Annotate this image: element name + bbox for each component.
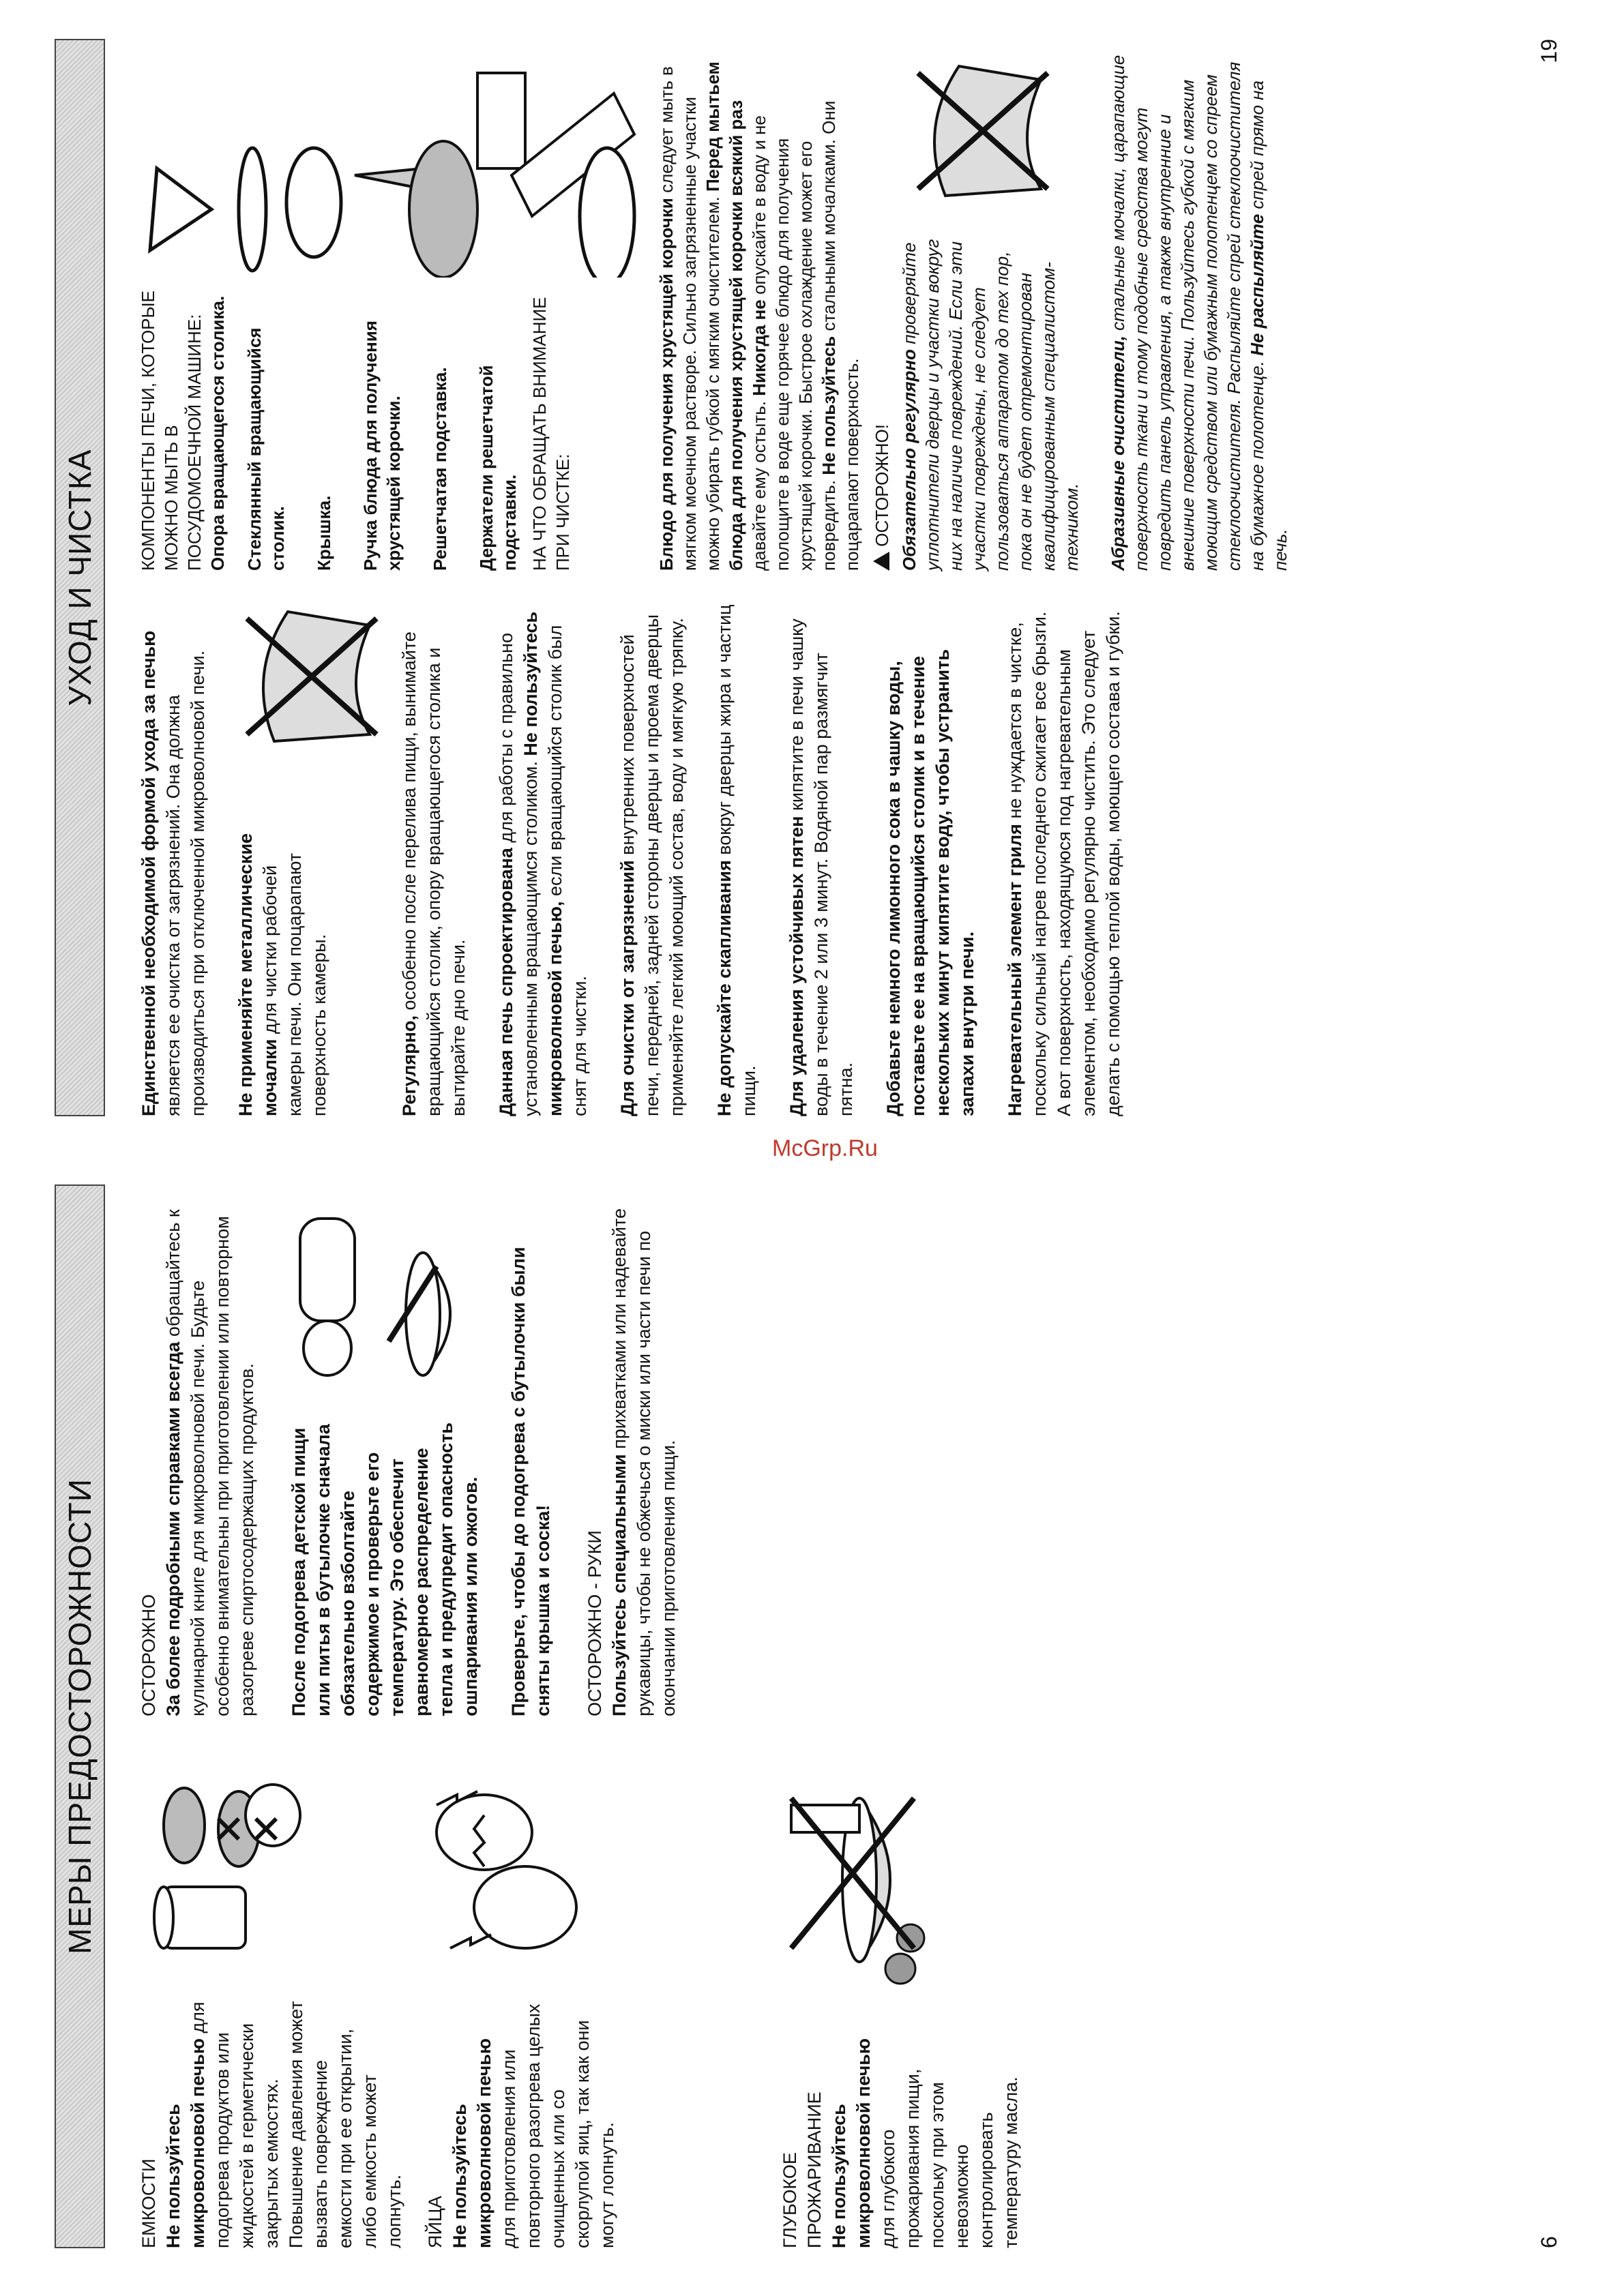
caution-title: ОСТОРОЖНО	[138, 1594, 159, 1716]
steel-bold: Не пользуйтесь	[818, 336, 839, 475]
hands-bold: Пользуйтесь специальными	[609, 1454, 630, 1716]
section-containers	[136, 1744, 423, 2248]
part-glass-turntable: Стеклянный вращающийся столик.	[244, 327, 288, 571]
section-dishwasher-parts	[136, 53, 655, 571]
attention-title: НА ЧТО ОБРАЩАТЬ ВНИМАНИЕ ПРИ ЧИСТКЕ:	[529, 297, 573, 571]
precautions-column-1	[136, 1744, 1023, 2248]
care-p4-bold-2: Не пользуйтесь микроволновой печью,	[520, 611, 565, 1116]
crisp-bold: Блюдо для получения хрустящей корочки	[656, 198, 677, 571]
eggs-bold: Не пользуйтесь микроволновой печью	[449, 2038, 494, 2248]
hands-text: прихватками или надевайте рукавицы, чтобы не обжечься о миски или части печи по окончании приготовления пищи.	[609, 1208, 679, 1716]
section-baby-food	[286, 1198, 555, 1716]
precautions-page	[41, 1184, 1569, 2248]
hands-title: ОСТОРОЖНО - РУКИ	[585, 1530, 605, 1716]
crisp-text: следует мыть в мягком моечном растворе. Сильно загрязненные участки можно убирать губкой с мягким очистителем.	[656, 66, 723, 571]
baby-food-bold: После подогрева детской пищи или питья в бутылочке сначала обязательно взболтайте содержимое и проверьте его температуру. Это обеспечит равномерное распределение тепла и предупредит опасность ошпаривания или ожогов.	[289, 1422, 481, 1716]
frying-illustration-icon	[778, 1764, 928, 2003]
section-deep-frying	[778, 1744, 1023, 2248]
section-caution	[136, 1198, 259, 1716]
caution-bold: За более подробными справками всегда	[163, 1341, 183, 1716]
care-p2-bold: Не применяйте металлические мочалки	[235, 833, 280, 1116]
frying-title: ГЛУБОКОЕ ПРОЖАРИВАНИЕ	[780, 2091, 825, 2248]
care-p1-bold: Единственной необходимой формой ухода за печью	[138, 630, 159, 1116]
care-p3-bold: Регулярно,	[399, 1015, 419, 1116]
before-text: давайте ему остыть.	[749, 400, 769, 571]
care-cleaning-page	[41, 39, 1569, 1116]
precautions-header	[55, 1184, 105, 2248]
care-p4-bold: Данная печь спроектирована	[496, 848, 516, 1116]
care-p8-bold: Добавьте немного лимонного сока в чашку воды, поставьте ее на вращающийся столик и в течение нескольких минут кипятите воду, чтобы устранить запахи внутри печи.	[883, 649, 977, 1116]
care-p6-text: вокруг дверцы жира и частиц пищи.	[714, 604, 759, 1116]
right-page-number: 19	[1537, 39, 1561, 63]
spray-text: спрей прямо на печь.	[1247, 80, 1290, 571]
part-cover: Крышка.	[314, 495, 334, 571]
abrasive-bold: Абразивные очистители,	[1108, 336, 1128, 571]
section-hands	[582, 1198, 681, 1716]
warning-label: ОСТОРОЖНО!	[872, 424, 892, 547]
never-bold: Никогда не	[749, 299, 769, 396]
eggs-title: ЯЙЦА	[425, 2196, 445, 2248]
frying-bold: Не пользуйтесь микроволновой печью	[829, 2038, 874, 2248]
care-column-1	[136, 598, 1149, 1116]
oven-parts-illustration-icon	[136, 53, 648, 278]
care-column-2	[136, 53, 1315, 571]
never-text: опускайте в воду и не полощите в воде еще горячее блюдо для получения хрустящей корочки. Быстрое охлаждение может его повредить.	[749, 115, 839, 571]
precautions-column-2	[136, 1198, 681, 1716]
eggs-text: для приготовления или повторного разогрева целых очищенных или со скорлупой яиц, так как они могут лопнуть.	[499, 2003, 617, 2248]
section-no-metal	[233, 598, 397, 1116]
steel-wool-illustration-icon-2	[898, 53, 1075, 209]
frying-text: для глубокого прожаривания пищи, поскольку при этом невозможно контролировать температуру масла.	[878, 2068, 1021, 2248]
baby-bottle-illustration-icon	[286, 1198, 464, 1403]
watermark: McGrp.Ru	[772, 1135, 878, 1162]
care-p4-text-2: если вращающийся столик был снят для чистки.	[545, 625, 590, 1116]
care-p7-bold: Для удаления устойчивых пятен	[786, 816, 807, 1116]
part-turntable-support: Опора вращающегося столика.	[207, 295, 228, 571]
care-p5-bold: Для очистки от загрязнений	[617, 860, 638, 1116]
precautions-title: МЕРЫ ПРЕДОСТОРОЖНОСТИ	[62, 1478, 98, 1954]
abrasive-text: стальные мочалки, царапающие поверхность ткани и тому подобные средства могут повредить панель управления, а также внутренние и внешние поверхности печи. Пользуйтесь губкой с мягким моющим средством или бумажным полотенцем со спреем стеклоочистителя. Распыляйте спрей стеклоочистителя на бумажное полотенце.	[1108, 55, 1267, 571]
care-p4-text: для работы с правильно установленным вращающимся столиком.	[496, 633, 541, 1116]
care-p6-bold: Не допускайте скапливания	[714, 860, 735, 1116]
check-text: проверяйте уплотнители дверцы и участки вокруг них на наличие повреждений. Если эти участки повреждены, не следует пользоваться аппаратом до тех пор, пока он не будет отремонтирован квалифицированным специалистом-техником.	[899, 239, 1082, 571]
care-p9-bold: Нагревательный элемент гриля	[1005, 824, 1025, 1116]
care-p7-text: кипятите в печи чашку воды в течение 2 или 3 минут. Водяной пар размягчит пятна.	[786, 618, 856, 1116]
care-p1-text: является ее очистка от загрязнений. Она должна производиться при отключенной микроволновой печи.	[163, 650, 208, 1116]
part-crisp-handle: Ручка блюда для получения хрустящей корочки.	[360, 320, 404, 571]
containers-illustration-icon	[136, 1771, 307, 1976]
section-eggs	[423, 1744, 778, 2248]
warning-icon	[873, 552, 889, 571]
section-check	[898, 53, 1083, 571]
left-page-number: 6	[1537, 2236, 1561, 2248]
part-rack-holders: Держатели решетчатой подставки.	[476, 365, 520, 571]
eggs-illustration-icon	[423, 1764, 593, 1969]
before-bold: Перед мытьем блюда для получения хрустящей корочки всякий раз	[703, 61, 746, 571]
spray-bold: Не распыляйте	[1247, 213, 1267, 356]
care-p3-text: особенно после перелива пищи, вынимайте вращающийся столик, опору вращающегося столика и вытирайте дно печи.	[399, 631, 469, 1116]
steel-text: стальными мочалками. Они поцарапают поверхность.	[818, 100, 862, 571]
care-header	[55, 39, 105, 1116]
care-p9-text: не нуждается в чистке, поскольку сильный нагрев последнего сжигает все брызги. А вот поверхность, находящуюся под нагревательным элементом, необходимо регулярно чистить. Это следует делать с помощью теплой воды, моющего состава и губки.	[1005, 611, 1123, 1116]
check-bold: Обязательно регулярно	[899, 349, 919, 571]
care-p2-text: для чистки рабочей камеры печи. Они поцарапают поверхность камеры.	[260, 852, 329, 1116]
part-rack: Решетчатая подставка.	[430, 367, 450, 571]
caution-text: обращайтесь к кулинарной книге для микроволновой печи. Будьте особенно внимательны при приготовлении или повторном разогреве спиртосодержащих продуктов.	[163, 1209, 257, 1716]
containers-bold: Не пользуйтесь микроволновой печью	[163, 2038, 208, 2248]
steel-wool-illustration-icon	[233, 598, 390, 755]
containers-title: ЕМКОСТИ	[138, 2158, 159, 2248]
containers-text: для подогрева продуктов или жидкостей в герметически закрытых емкостях. Повышение давления может вызвать повреждение емкости при ее открытии, либо емкость может лопнуть.	[188, 2001, 404, 2248]
care-p5-text: внутренних поверхностей печи, передней, задней стороны дверцы и проема дверцы применяйте легкий моющий состав, воду и мягкую тряпку.	[617, 614, 687, 1116]
care-title: УХОД И ЧИСТКА	[62, 449, 98, 706]
parts-title: КОМПОНЕНТЫ ПЕЧИ, КОТОРЫЕ МОЖНО МЫТЬ В ПОСУДОМОЕЧНОЙ МАШИНЕ:	[138, 290, 205, 571]
baby-food-bold-2: Проверьте, чтобы до подогрева с бутылочки были сняты крышка и соска!	[508, 1247, 553, 1716]
